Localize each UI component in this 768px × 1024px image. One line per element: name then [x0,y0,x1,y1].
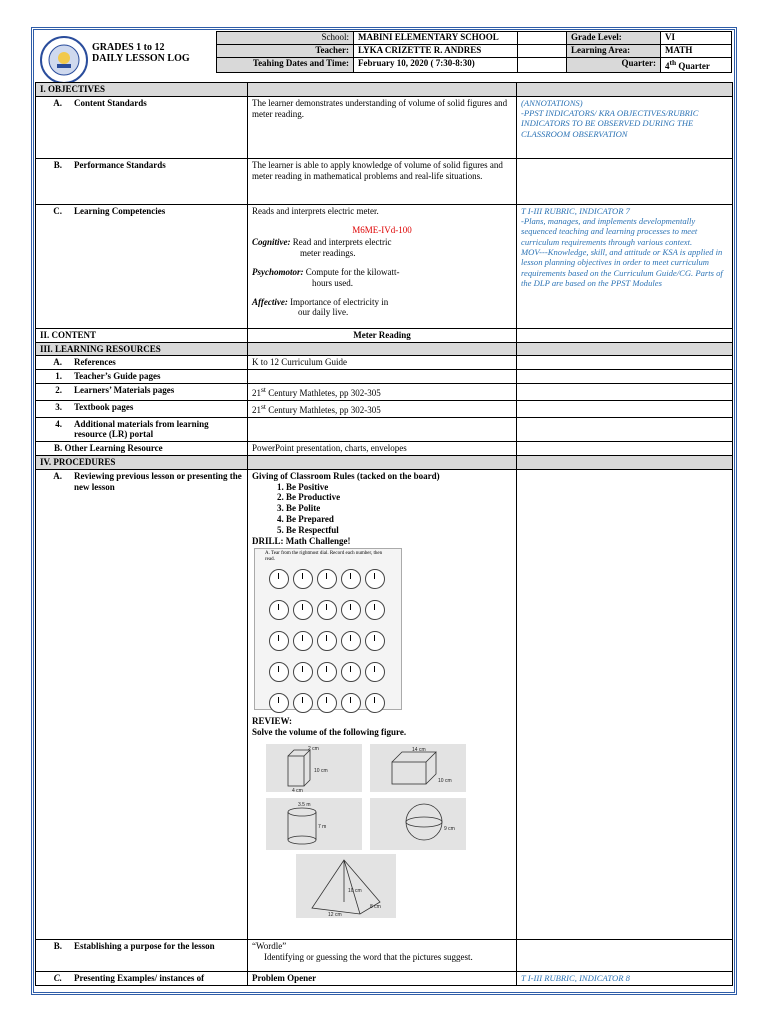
other-resources-label: B. Other Learning Resource [36,442,248,456]
learning-resources-heading: III. LEARNING RESOURCES [36,342,248,356]
objectives-heading: I. OBJECTIVES [36,83,248,97]
performance-standards-text: The learner is able to apply knowledge of volume of solid figures and meter reading in mathematical problems and real-life situations. [248,158,517,204]
learners-materials-label: 2. Learners’ Materials pages [36,383,248,400]
classroom-rules-list [252,482,512,536]
svg-text:14 cm: 14 cm [412,746,426,753]
svg-text:12 cm: 12 cm [328,911,342,918]
establishing-purpose-label: B. Establishing a purpose for the lesson [36,939,248,971]
form-title-line1: GRADES 1 to 12 [92,42,165,53]
content-heading: II. CONTENT [36,328,248,342]
school-value: MABINI ELEMENTARY SCHOOL [354,32,518,45]
svg-text:4 cm: 4 cm [292,787,303,794]
additional-materials-label: 4. Additional materials from learning resource (LR) portal [36,417,248,442]
teachers-guide-label: 1. Teacher’s Guide pages [36,370,248,384]
learning-competencies-text: Reads and interprets electric meter. M6ME-IVd-100 Cognitive: Read and interprets electric meter readings. Psychomotor: Compute for the kilowatt- hours used. Affective: Importance of electricity in our daily live. [248,204,517,328]
header-table [216,31,732,73]
svg-text:3.5 m: 3.5 m [298,801,311,808]
svg-text:2 cm: 2 cm [308,745,319,752]
svg-text:8 cm: 8 cm [370,903,381,910]
list-item: 1. Be Positive [286,482,512,493]
procedures-heading: IV. PROCEDURES [36,455,248,469]
solid-figures-image [252,742,512,922]
header-blank [518,45,567,58]
form-title-line2: DAILY LESSON LOG [92,53,190,64]
content-standards-label: A. Content Standards [36,96,248,158]
grade-value: VI [661,32,732,45]
content-topic: Meter Reading [248,328,517,342]
svg-text:7 m: 7 m [318,823,327,830]
svg-text:10 cm: 10 cm [348,887,362,894]
meter-dials-image: A. Tear from the rightmost dial. Record each number, then read. [254,548,402,710]
grade-label: Grade Level: [567,32,661,45]
quarter-label: Quarter: [567,58,661,73]
svg-text:9 cm: 9 cm [444,825,455,832]
content-standards-text: The learner demonstrates understanding of volume of solid figures and meter reading. [248,96,517,158]
header-blank [518,32,567,45]
header-blank [518,58,567,73]
list-item: 2. Be Productive [286,492,512,503]
teacher-value: LYKA CRIZETTE R. ANDRES [354,45,518,58]
svg-text:10 cm: 10 cm [438,777,452,784]
learning-competencies-label: C. Learning Competencies [36,204,248,328]
area-value: MATH [661,45,732,58]
learners-materials-text: 21st Century Mathletes, pp 302-305 [248,383,517,400]
dates-label: Teahing Dates and Time: [217,58,354,73]
svg-text:10 cm: 10 cm [314,767,328,774]
rubric-indicator-7-note: T I-III RUBRIC, INDICATOR 7 -Plans, manages, and implements developmentally sequenced teaching and learning processes to meet curriculum requirements through various context. MOV---Knowledge, skill, and attitude or KSA is applied in lesson planning objectives in order to meet curriculum requirements based on the Curriculum Guide/CG. Parts of the DLP are based on the PPST Modules [517,204,733,328]
school-label: School: [217,32,354,45]
lesson-log-table [35,82,733,986]
quarter-value: 4th Quarter [661,58,732,73]
textbook-pages-text: 21st Century Mathletes, pp 302-305 [248,400,517,417]
annotations-note: (ANNOTATIONS) -PPST INDICATORS/ KRA OBJECTIVES/RUBRIC INDICATORS TO BE OBSERVED DURING THE CLASSROOM OBSERVATION [517,96,733,158]
deped-seal-logo [40,36,88,84]
presenting-examples-text: Problem Opener [248,971,517,985]
dates-value: February 10, 2020 ( 7:30-8:30) [354,58,518,73]
list-item: 4. Be Prepared [286,514,512,525]
presenting-examples-label: C. Presenting Examples/ instances of [36,971,248,985]
rubric-indicator-8-note: T I-III RUBRIC, INDICATOR 8 [517,971,733,985]
establishing-purpose-text: “Wordle” Identifying or guessing the word that the pictures suggest. [248,939,517,971]
list-item: 5. Be Respectful [286,525,512,536]
competency-code: M6ME-IVd-100 [352,224,412,235]
reviewing-lesson-content: Giving of Classroom Rules (tacked on the board) 1. Be Positive 2. Be Productive 3. Be Polite 4. Be Prepared 5. Be Respectful DRILL: Math Challenge! A. Tear from the rightmost dial. Record each number, then read. REVIEW: Solve the volume of the following figure. 2 cm 10 cm 4 cm 14 cm 10 cm 3.5 m 7 m 9 cm 10 cm 8 cm 12 cm [248,469,517,939]
other-resources-text: PowerPoint presentation, charts, envelopes [248,442,517,456]
list-item: 3. Be Polite [286,503,512,514]
reviewing-lesson-label: A. Reviewing previous lesson or presenting the new lesson [36,469,248,939]
textbook-pages-label: 3. Textbook pages [36,400,248,417]
references-text: K to 12 Curriculum Guide [248,356,517,370]
performance-standards-label: B. Performance Standards [36,158,248,204]
teacher-label: Teacher: [217,45,354,58]
area-label: Learning Area: [567,45,661,58]
references-label: A. References [36,356,248,370]
